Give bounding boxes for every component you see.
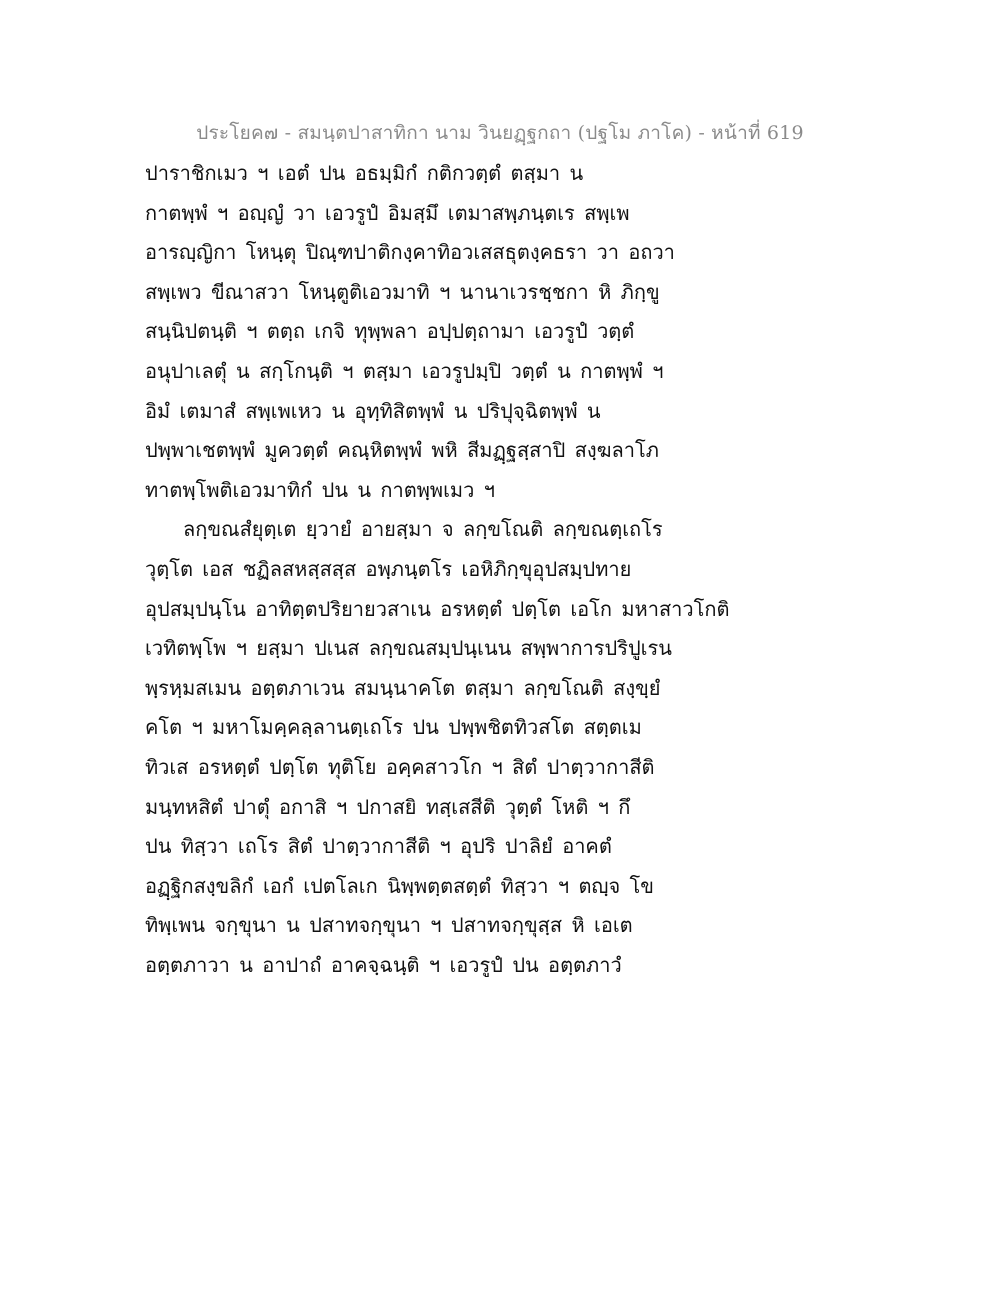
- text-line: อุปสมฺปนฺโน อาทิตฺตปริยายวสาเน อรหตฺตํ ปตฺโต เอโก มหาสาวโกติ: [145, 596, 730, 621]
- text-line: คโต ฯ มหาโมคฺคลฺลานตฺเถโร ปน ปพฺพชิตทิวสโต สตฺตเม: [145, 715, 642, 740]
- body-text: [145, 154, 865, 985]
- text-line: ทาตพฺโพติเอวมาทิกํ ปน น กาตพฺพเมว ฯ: [145, 477, 495, 502]
- text-line: ปน ทิสฺวา เถโร สิตํ ปาตฺวากาสีติ ฯ อุปริ ปาลิยํ อาคตํ: [145, 834, 612, 859]
- text-line: ปาราชิกเมว ฯ เอตํ ปน อธมฺมิกํ กติกวตฺตํ ตสฺมา น: [145, 161, 584, 185]
- paragraph-2: [145, 510, 865, 985]
- text-line: อารญฺญิกา โหนฺตุ ปิณฺฑปาติกงฺคาทิอวเสสธุตงฺคธรา วา อถวา: [145, 240, 675, 265]
- text-line: อตฺตภาวา น อาปาถํ อาคจฺฉนฺติ ฯ เอวรูปํ ปน อตฺตภาวํ: [145, 952, 622, 977]
- text-line: เวทิตพฺโพ ฯ ยสฺมา ปเนส ลกฺขณสมฺปนฺเนน สพฺพาการปริปูเรน: [145, 636, 672, 661]
- text-line: สนฺนิปตนฺติ ฯ ตตฺถ เกจิ ทุพฺพลา อปฺปตฺถามา เอวรูปํ วตฺตํ: [145, 319, 635, 344]
- text-line: อฏฺฐิกสงฺขลิกํ เอกํ เปตโลเก นิพฺพตฺตสตฺตํ ทิสฺวา ฯ ตญฺจ โข: [145, 873, 654, 898]
- paragraph-1: [145, 154, 865, 510]
- text-line: สพฺเพว ขีณาสวา โหนฺตูติเอวมาทิ ฯ นานาเวรชฺชกา หิ ภิกฺขู: [145, 279, 660, 304]
- text-line-indented: ลกฺขณสํยุตฺเต ยฺวายํ อายสฺมา จ ลกฺขโณติ ลกฺขณตฺเถโร: [183, 517, 663, 542]
- text-line: อนุปาเลตุํ น สกฺโกนฺติ ฯ ตสฺมา เอวรูปมฺปิ วตฺตํ น กาตพฺพํ ฯ: [145, 358, 664, 383]
- text-line: อิมํ เตมาสํ สพฺเพเหว น อุทฺทิสิตพฺพํ น ปริปุจฺฉิตพฺพํ น: [145, 398, 601, 423]
- text-line: พฺรหฺมสเมน อตฺตภาเวน สมนฺนาคโต ตสฺมา ลกฺขโณติ สงฺขฺยํ: [145, 675, 661, 700]
- text-line: วุตฺโต เอส ชฏิลสหสฺสสฺส อพฺภนฺตโร เอหิภิกฺขุอุปสมฺปทาย: [145, 556, 632, 581]
- text-line: ทิพฺเพน จกฺขุนา น ปสาทจกฺขุนา ฯ ปสาทจกฺขุสฺส หิ เอเต: [145, 913, 633, 938]
- text-line: ปพฺพาเชตพฺพํ มูควตฺตํ คณฺหิตพฺพํ พหิ สีมฏฺฐสฺสาปิ สงฺฆลาโภ: [145, 438, 659, 463]
- page-header: ประโยค๗ - สมนฺตปาสาทิกา นาม วินยฏฺฐกถา (ปฐโม ภาโค) - หน้าที่ 619: [196, 122, 804, 144]
- text-line: กาตพฺพํ ฯ อญฺญํ วา เอวรูปํ อิมสฺมึ เตมาสพฺภนฺตเร สพฺเพ: [145, 200, 630, 225]
- text-line: มนฺทหสิตํ ปาตุํ อกาสิ ฯ ปกาสยิ ทสฺเสสีติ วุตฺตํ โหติ ฯ กึ: [145, 794, 631, 819]
- text-line: ทิวเส อรหตฺตํ ปตฺโต ทุติโย อคฺคสาวโก ฯ สิตํ ปาตฺวากาสีติ: [145, 754, 655, 779]
